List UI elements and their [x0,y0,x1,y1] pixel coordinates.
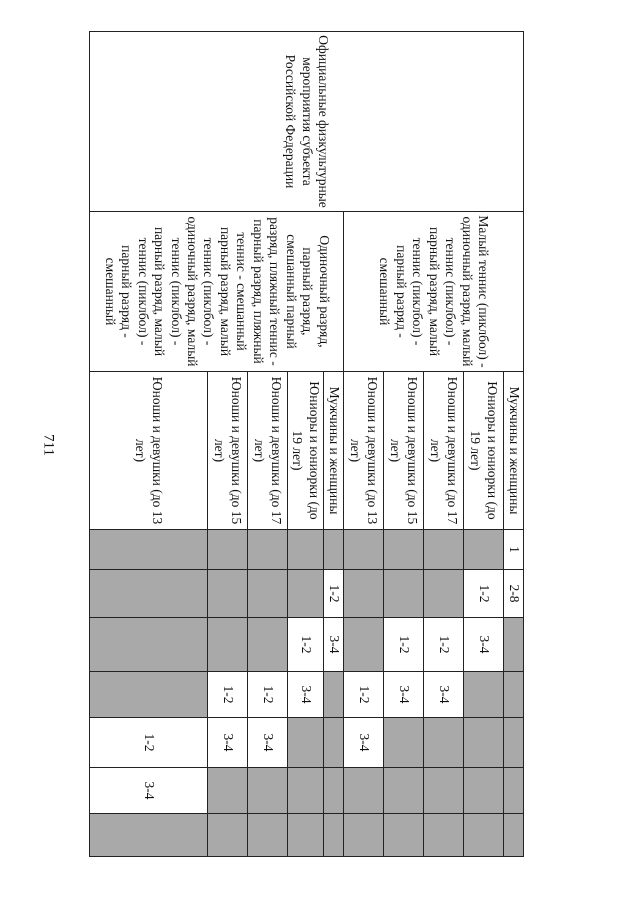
rank-cell: 3-4 [248,718,288,768]
shaded-cell [504,618,524,672]
rank-cell: 3-4 [344,718,384,768]
rank-cell: 1-2 [248,672,288,718]
rank-cell: 3-4 [424,672,464,718]
group-cell: Мужчины и женщины [504,372,524,530]
rank-cell: 1-2 [344,672,384,718]
rank-cell: 2-8 [504,570,524,618]
shaded-cell [324,530,344,570]
shaded-cell [208,570,248,618]
shaded-cell [424,768,464,814]
rank-cell: 1-2 [324,570,344,618]
shaded-cell [288,814,324,857]
shaded-cell [344,618,384,672]
discipline-cell: Одиночный разряд, парный разряд, смешанный парный разряд, пляжный теннис - парный разряд, пляжный теннис - смешанный парный разряд, малый теннис (пиклбол) - одиночный разряд, малый теннис (пиклбол) - парный разряд, малый теннис (пиклбол) - парный разряд - смешанный [90,212,344,372]
rank-cell: 1-2 [464,570,504,618]
shaded-cell [424,570,464,618]
shaded-cell [90,672,208,718]
group-cell: Юноши и девушки (до 13 лет) [90,372,208,530]
rank-cell: 3-4 [324,618,344,672]
rank-table [89,31,524,857]
rank-cell: 1-2 [424,618,464,672]
shaded-cell [464,718,504,768]
shaded-cell [344,814,384,857]
shaded-cell [504,718,524,768]
shaded-cell [344,530,384,570]
shaded-cell [248,570,288,618]
shaded-cell [504,814,524,857]
shaded-cell [344,570,384,618]
group-cell: Юноши и девушки (до 17 лет) [424,372,464,530]
rank-cell: 1-2 [384,618,424,672]
rank-cell: 3-4 [288,672,324,718]
rank-cell: 3-4 [464,618,504,672]
shaded-cell [324,814,344,857]
shaded-cell [208,618,248,672]
group-cell: Юниоры и юниорки (до 19 лет) [288,372,324,530]
shaded-cell [384,718,424,768]
shaded-cell [208,530,248,570]
shaded-cell [248,530,288,570]
shaded-cell [464,672,504,718]
shaded-cell [424,814,464,857]
rank-cell: 3-4 [90,768,208,814]
group-cell: Юноши и девушки (до 15 лет) [208,372,248,530]
shaded-cell [288,768,324,814]
shaded-cell [384,814,424,857]
shaded-cell [504,672,524,718]
shaded-cell [504,768,524,814]
shaded-cell [324,718,344,768]
shaded-cell [288,718,324,768]
shaded-cell [90,570,208,618]
group-cell: Юноши и девушки (до 13 лет) [344,372,384,530]
rank-cell: 1-2 [90,718,208,768]
shaded-cell [424,718,464,768]
shaded-cell [324,672,344,718]
shaded-cell [208,814,248,857]
category-cell: Официальные физкультурные мероприятия субъекта Российской Федерации [90,32,524,212]
group-cell: Юниоры и юниорки (до 19 лет) [464,372,504,530]
group-cell: Юноши и девушки (до 17 лет) [248,372,288,530]
discipline-cell: Малый теннис (пиклбол) - одиночный разряд, малый теннис (пиклбол) - парный разряд, малый теннис (пиклбол) - парный разряд - смешанный [344,212,524,372]
group-cell: Мужчины и женщины [324,372,344,530]
shaded-cell [248,618,288,672]
shaded-cell [248,768,288,814]
rank-cell: 1-2 [288,618,324,672]
shaded-cell [424,530,464,570]
shaded-cell [90,814,208,857]
shaded-cell [288,570,324,618]
shaded-cell [90,618,208,672]
shaded-cell [90,530,208,570]
rank-cell: 1 [504,530,524,570]
shaded-cell [464,768,504,814]
shaded-cell [384,530,424,570]
shaded-cell [384,768,424,814]
shaded-cell [324,768,344,814]
group-cell: Юноши и девушки (до 15 лет) [384,372,424,530]
rank-cell: 3-4 [384,672,424,718]
shaded-cell [208,768,248,814]
shaded-cell [288,530,324,570]
table-row [504,32,524,857]
shaded-cell [344,768,384,814]
shaded-cell [384,570,424,618]
rank-cell: 1-2 [208,672,248,718]
shaded-cell [464,530,504,570]
page-number: 711 [40,434,57,456]
shaded-cell [248,814,288,857]
rank-cell: 3-4 [208,718,248,768]
shaded-cell [464,814,504,857]
